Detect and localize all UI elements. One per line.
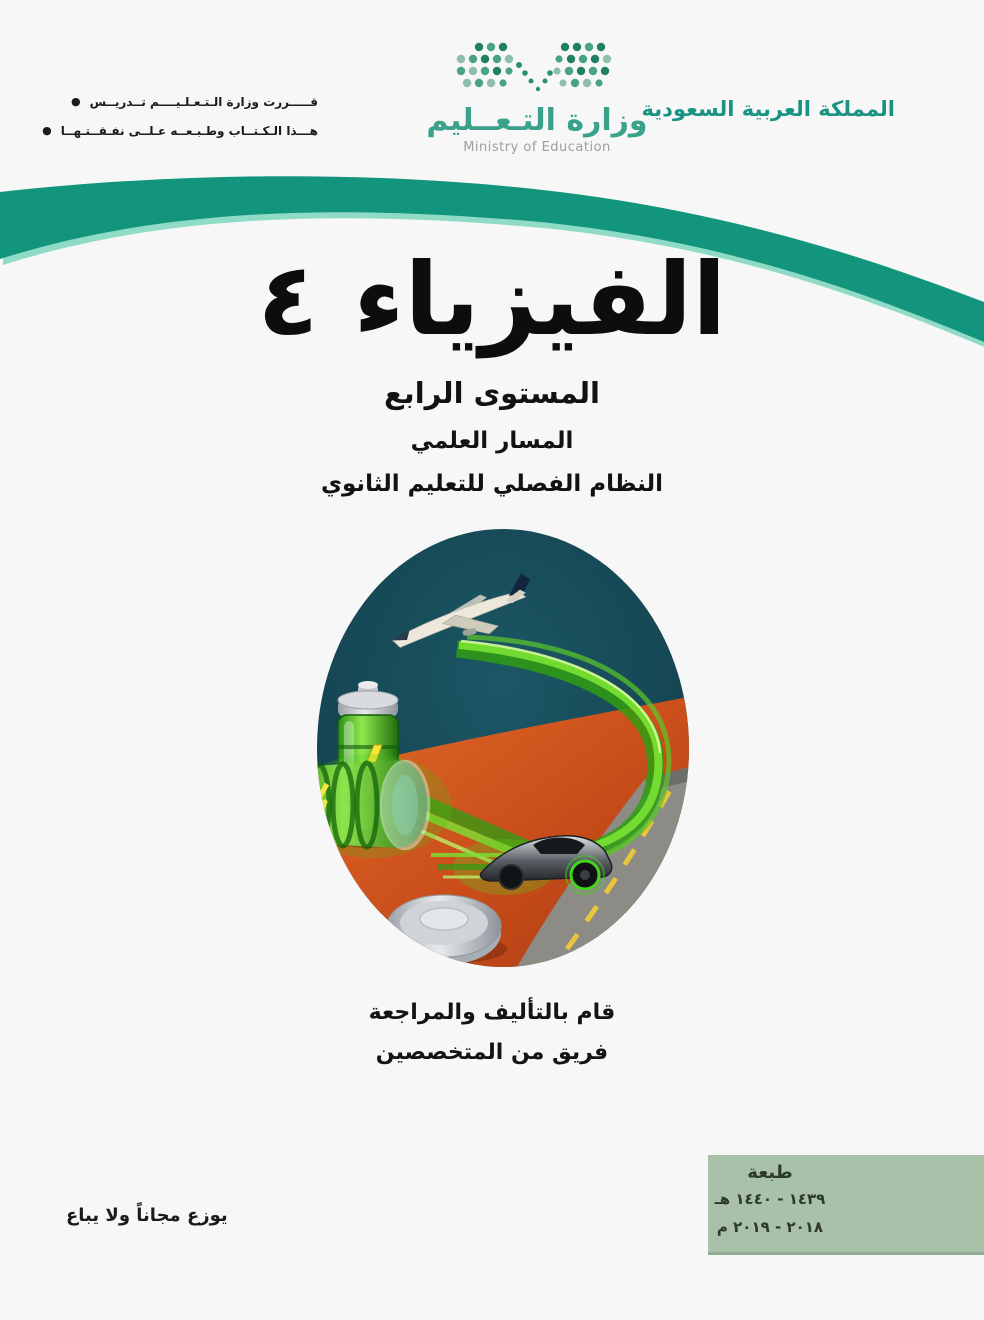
decree-line-2 <box>42 117 318 146</box>
bullet-icon: ● <box>42 124 52 137</box>
decree-line-1 <box>42 88 318 117</box>
decree-line-1-text: قـــــررت وزارة الـتـعـلـيــــم تــدريــس <box>89 95 318 109</box>
credits-line-1: قام بالتأليف والمراجعة <box>368 1000 616 1025</box>
decree-line-2-text: هـــذا الـكـتــاب وطـبـعــه عـلــى نفـقــتـهــا <box>60 124 318 138</box>
ministry-logo-arabic: وزارة التـعــليم <box>426 103 648 138</box>
edition-box <box>708 1155 984 1255</box>
edition-box-content <box>714 1161 826 1241</box>
ministry-logo-english: Ministry of Education <box>463 140 611 155</box>
level-subtitle: المستوى الرابع <box>384 376 600 410</box>
book-title: الفيزياء ٤ <box>257 241 727 358</box>
track-subtitle: المسار العلمي <box>410 428 574 454</box>
bullet-icon: ● <box>71 95 81 108</box>
distribution-notice: يوزع مجاناً ولا يباع <box>66 1205 228 1226</box>
credits-line-2: فريق من المتخصصين <box>375 1040 609 1065</box>
moe-dots-emblem-icon <box>452 40 622 100</box>
edition-label: طبعة <box>747 1162 793 1183</box>
edition-gregorian-years: ٢٠١٨ - ٢٠١٩ م <box>716 1218 824 1236</box>
edition-hijri-years: ١٤٣٩ - ١٤٤٠ هـ <box>714 1190 826 1208</box>
system-subtitle: النظام الفصلي للتعليم الثانوي <box>320 471 664 497</box>
decree-notice <box>42 88 318 146</box>
cover-illustration <box>317 529 689 967</box>
ministry-logo <box>412 40 662 155</box>
kingdom-label: المملكة العربية السعودية <box>641 97 895 121</box>
